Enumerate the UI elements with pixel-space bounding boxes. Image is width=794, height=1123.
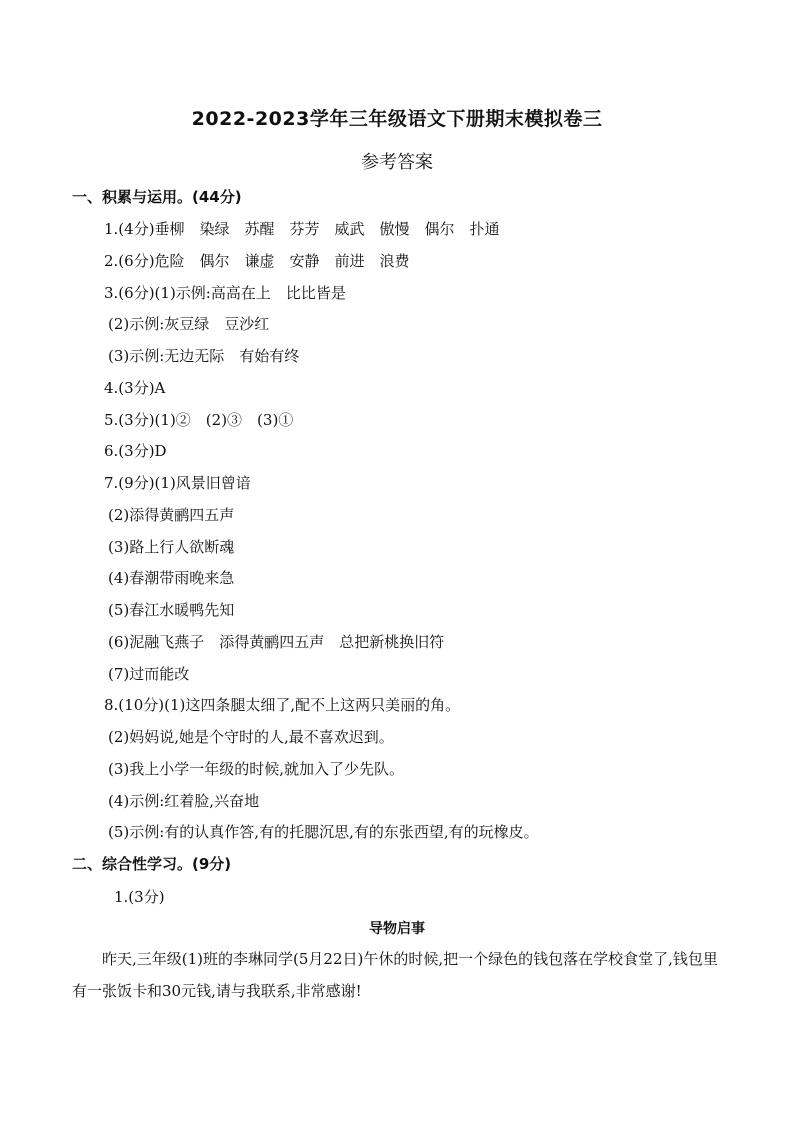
notice-body: 昨天,三年级(1)班的李琳同学(5月22日)午休的时候,把一个绿色的钱包落在学校食堂了,钱包里有一张饭卡和30元钱,请与我联系,非常感谢!: [72, 950, 718, 1000]
answer-q6: 6.(3分)D: [104, 442, 167, 460]
answer-q3-part3: (3)示例:无边无际 有始有终: [108, 347, 300, 365]
document-title: 2022-2023学年三年级语文下册期末模拟卷三: [191, 108, 603, 130]
answer-q7: 7.(9分)(1)风景旧曾谙: [104, 474, 251, 492]
document-subtitle: 参考答案: [361, 152, 433, 173]
answer-q7-part2: (2)添得黄鹂四五声: [108, 506, 235, 524]
answer-q4: 4.(3分)A: [104, 379, 166, 397]
notice-title: 导物启事: [369, 921, 425, 937]
answer-q8-part4: (4)示例:红着脸,兴奋地: [108, 792, 260, 810]
answer-q8-part2: (2)妈妈说,她是个守时的人,最不喜欢迟到。: [108, 728, 394, 746]
answer-q2: 2.(6分)危险 偶尔 谦虚 安静 前进 浪费: [104, 252, 410, 270]
answer-q1: 1.(4分)垂柳 染绿 苏醒 芬芳 威武 傲慢 偶尔 扑通: [104, 220, 500, 238]
answer-q3: 3.(6分)(1)示例:高高在上 比比皆是: [104, 284, 346, 302]
answer-s2-q1: 1.(3分): [114, 888, 165, 906]
answer-q7-part7: (7)过而能改: [108, 665, 190, 683]
answer-q5: 5.(3分)(1)② (2)③ (3)①: [104, 411, 294, 429]
answer-q8-part5: (5)示例:有的认真作答,有的托腮沉思,有的东张西望,有的玩橡皮。: [108, 823, 539, 841]
answer-q8-part3: (3)我上小学一年级的时候,就加入了少先队。: [108, 760, 405, 778]
section-2-heading: 二、综合性学习。(9分): [72, 855, 232, 873]
answer-q8: 8.(10分)(1)这四条腿太细了,配不上这两只美丽的角。: [104, 696, 461, 714]
answer-q7-part3: (3)路上行人欲断魂: [108, 538, 235, 556]
answer-q7-part4: (4)春潮带雨晚来急: [108, 569, 235, 587]
answer-q3-part2: (2)示例:灰豆绿 豆沙红: [108, 315, 270, 333]
answer-q7-part6: (6)泥融飞燕子 添得黄鹂四五声 总把新桃换旧符: [108, 633, 445, 651]
answer-q7-part5: (5)春江水暖鸭先知: [108, 601, 235, 619]
section-1-heading: 一、积累与运用。(44分): [72, 188, 242, 206]
